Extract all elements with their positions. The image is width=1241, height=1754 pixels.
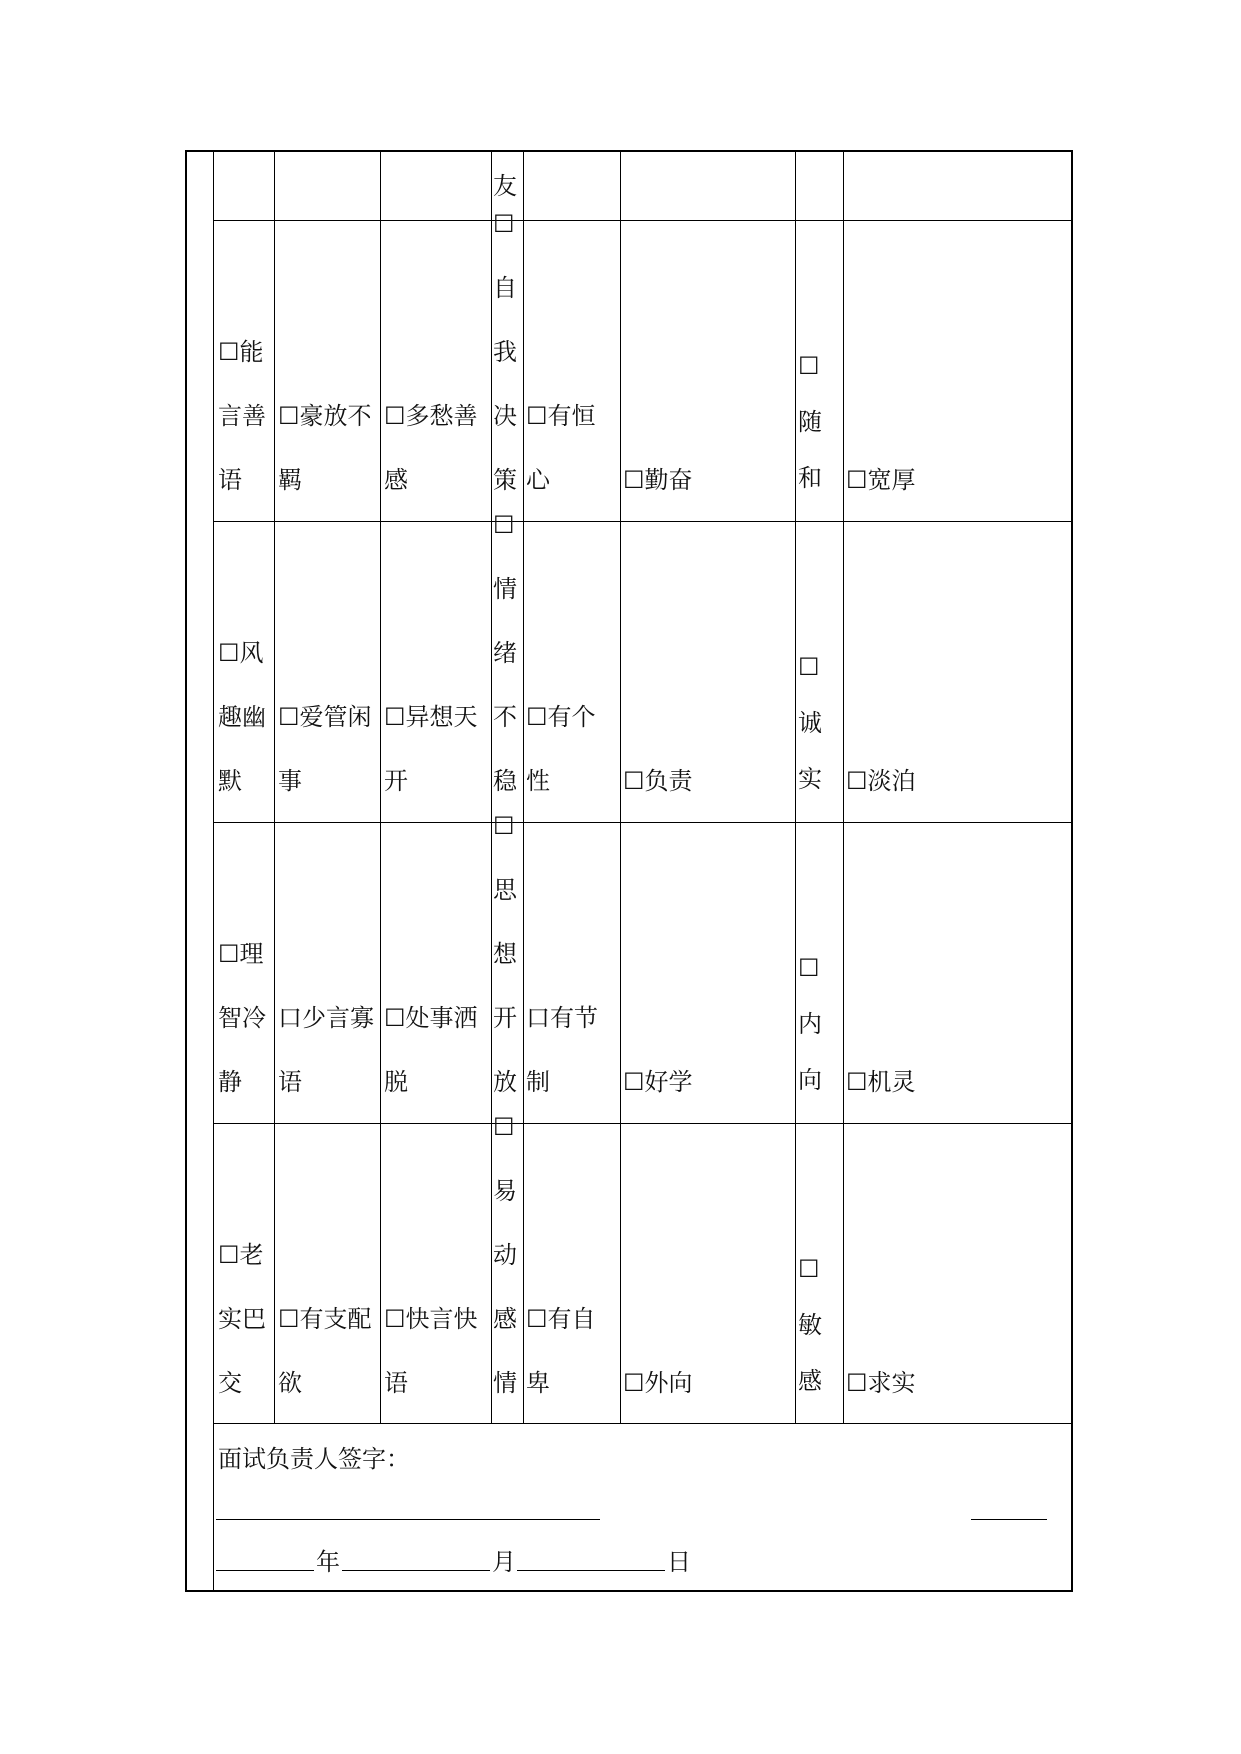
row3-col2: ☐处事洒 脱	[384, 1004, 478, 1096]
month-blank[interactable]	[342, 1570, 490, 1571]
row4-col6: ☐ 敏 感	[798, 1255, 822, 1395]
trait-evaluation-table	[185, 150, 1073, 1592]
year-blank[interactable]	[216, 1570, 314, 1571]
row4-col2: ☐快言快 语	[384, 1305, 478, 1397]
row1-col3: ☐ 自 我 决 策	[493, 210, 517, 494]
row4-col0: ☐老 实巴 交	[218, 1241, 266, 1397]
row4-col4: ☐有自 卑	[526, 1305, 596, 1397]
row4-col5: ☐外向	[623, 1369, 693, 1397]
row4-col7: ☐求实	[846, 1369, 916, 1397]
row3-col1: 口少言寡 语	[278, 1004, 374, 1096]
row2-col3: ☐ 情 绪 不 稳	[493, 511, 517, 795]
row2-col2: ☐异想天 开	[384, 703, 478, 795]
row2-col0: ☐风 趣幽 默	[218, 639, 266, 795]
row3-col7: ☐机灵	[846, 1068, 916, 1096]
row2-col1: ☐爱管闲 事	[278, 703, 372, 795]
row3-col5: ☐好学	[623, 1068, 693, 1096]
row1-col5: ☐勤奋	[623, 466, 693, 494]
left-margin-strip	[187, 152, 214, 1590]
row2-col6: ☐ 诚 实	[798, 653, 822, 793]
signature-label: 面试负责人签字：	[218, 1445, 410, 1473]
row4-col3: ☐ 易 动 感 情	[493, 1113, 517, 1397]
year-label: 年	[316, 1548, 340, 1576]
row0-col3-text: 友	[493, 172, 517, 200]
day-blank[interactable]	[517, 1570, 665, 1571]
day-label: 日	[667, 1548, 691, 1576]
row1-col1: ☐豪放不 羁	[278, 402, 372, 494]
row2-col5: ☐负责	[623, 767, 693, 795]
signature-line[interactable]	[216, 1519, 600, 1520]
row3-col6: ☐ 内 向	[798, 954, 822, 1094]
row3-col0: ☐理 智冷 静	[218, 940, 266, 1096]
row1-col6: ☐ 随 和	[798, 352, 822, 492]
month-label: 月	[492, 1548, 516, 1576]
row1-col2: ☐多愁善 感	[384, 402, 478, 494]
row1-col4: ☐有恒 心	[526, 402, 596, 494]
row3-col3: ☐ 思 想 开 放	[493, 812, 517, 1096]
row2-col4: ☐有个 性	[526, 703, 596, 795]
row1-col0: ☐能 言善 语	[218, 338, 266, 494]
row1-col7: ☐宽厚	[846, 466, 916, 494]
row2-col7: ☐淡泊	[846, 767, 916, 795]
signature-line-right[interactable]	[971, 1519, 1047, 1520]
row4-col1: ☐有支配 欲	[278, 1305, 372, 1397]
row3-col4: 口有节 制	[526, 1004, 598, 1096]
